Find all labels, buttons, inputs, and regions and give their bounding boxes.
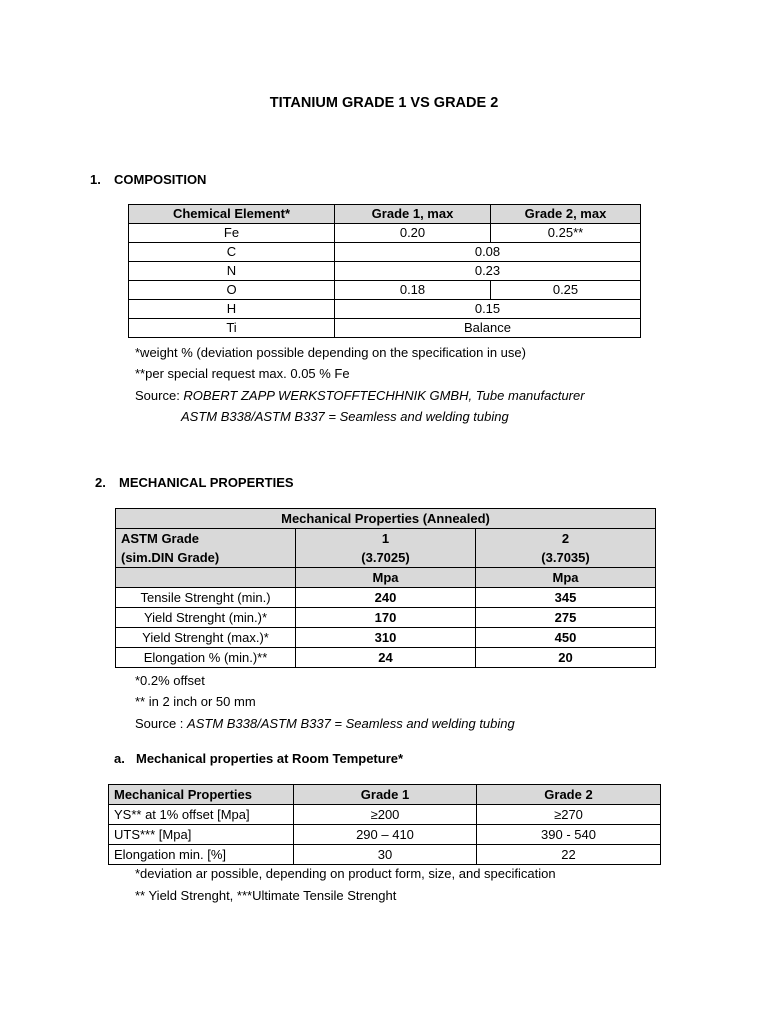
astm-grade-label: ASTM Grade bbox=[121, 531, 200, 546]
source-text: ASTM B338/ASTM B337 = Seamless and welding tubing bbox=[187, 716, 515, 731]
table-row bbox=[129, 262, 641, 281]
grade-1-value: 240 bbox=[296, 588, 476, 608]
unit-cell: Mpa bbox=[476, 568, 656, 588]
section-number: 1. bbox=[90, 172, 101, 187]
unit-cell: Mpa bbox=[296, 568, 476, 588]
element-cell: Ti bbox=[129, 319, 335, 338]
table-row bbox=[109, 845, 661, 865]
table-row bbox=[116, 588, 656, 608]
footnote-offset: *0.2% offset bbox=[135, 673, 205, 688]
section-number: 2. bbox=[95, 475, 106, 490]
unit-row bbox=[116, 568, 656, 588]
source-text: ROBERT ZAPP WERKSTOFFTECHHNIK GMBH, Tube manufacturer bbox=[183, 388, 585, 403]
element-cell: Fe bbox=[129, 224, 335, 243]
footnote-deviation: *deviation ar possible, depending on product form, size, and specification bbox=[135, 866, 556, 881]
table-row bbox=[109, 805, 661, 825]
section-title: MECHANICAL PROPERTIES bbox=[119, 475, 294, 490]
column-header: Mechanical Properties bbox=[109, 785, 294, 805]
column-header: Grade 2, max bbox=[491, 205, 641, 224]
value-cell: 0.25 bbox=[491, 281, 641, 300]
composition-table bbox=[128, 204, 641, 338]
footnote-special-request: **per special request max. 0.05 % Fe bbox=[135, 366, 350, 381]
column-header: Chemical Element* bbox=[129, 205, 335, 224]
subsection-heading-room-temperature bbox=[114, 751, 403, 766]
footnote-inch: ** in 2 inch or 50 mm bbox=[135, 694, 256, 709]
grade-2-value: 450 bbox=[476, 628, 656, 648]
table-row bbox=[116, 628, 656, 648]
grade-1-value: ≥200 bbox=[294, 805, 477, 825]
section-heading-composition bbox=[90, 172, 206, 187]
value-cell: 0.23 bbox=[335, 262, 641, 281]
table-caption-row bbox=[116, 509, 656, 529]
table-row bbox=[129, 224, 641, 243]
unit-spacer bbox=[116, 568, 296, 588]
astm-grade-header bbox=[116, 529, 296, 568]
grade-2-din: (3.7035) bbox=[541, 550, 590, 565]
subsection-letter: a. bbox=[114, 751, 125, 766]
property-label: Elongation % (min.)** bbox=[116, 648, 296, 668]
source-label: Source: bbox=[135, 388, 184, 403]
table-row bbox=[129, 300, 641, 319]
table-header-row bbox=[116, 529, 656, 568]
table-row bbox=[129, 281, 641, 300]
astm-note: ASTM B338/ASTM B337 = Seamless and welding tubing bbox=[181, 409, 509, 424]
source-note bbox=[135, 713, 515, 734]
property-label: Tensile Strenght (min.) bbox=[116, 588, 296, 608]
property-label: Yield Strenght (min.)* bbox=[116, 608, 296, 628]
column-header: Grade 1, max bbox=[335, 205, 491, 224]
footnote-weight: *weight % (deviation possible depending on the specification in use) bbox=[135, 345, 526, 360]
value-cell: 0.25** bbox=[491, 224, 641, 243]
grade-1-value: 30 bbox=[294, 845, 477, 865]
property-label: UTS*** [Mpa] bbox=[109, 825, 294, 845]
table-caption: Mechanical Properties (Annealed) bbox=[116, 509, 656, 529]
property-label: Elongation min. [%] bbox=[109, 845, 294, 865]
value-cell: 0.18 bbox=[335, 281, 491, 300]
room-temperature-table bbox=[108, 784, 661, 865]
grade-2-value: 22 bbox=[477, 845, 661, 865]
source-note bbox=[135, 385, 585, 406]
grade-2-value: ≥270 bbox=[477, 805, 661, 825]
grade-1-number: 1 bbox=[381, 531, 390, 546]
table-row bbox=[109, 825, 661, 845]
table-header-row bbox=[109, 785, 661, 805]
element-cell: H bbox=[129, 300, 335, 319]
grade-1-value: 290 – 410 bbox=[294, 825, 477, 845]
column-header: Grade 1 bbox=[294, 785, 477, 805]
property-label: Yield Strenght (max.)* bbox=[116, 628, 296, 648]
grade-2-number: 2 bbox=[561, 531, 570, 546]
mechanical-properties-table bbox=[115, 508, 656, 668]
value-cell: 0.08 bbox=[335, 243, 641, 262]
grade-1-value: 24 bbox=[296, 648, 476, 668]
grade-1-value: 170 bbox=[296, 608, 476, 628]
sim-din-label: (sim.DIN Grade) bbox=[121, 550, 220, 565]
grade-2-value: 275 bbox=[476, 608, 656, 628]
element-cell: C bbox=[129, 243, 335, 262]
table-row bbox=[116, 648, 656, 668]
grade-1-value: 310 bbox=[296, 628, 476, 648]
value-cell: 0.15 bbox=[335, 300, 641, 319]
grade-1-din: (3.7025) bbox=[361, 550, 410, 565]
grade-2-value: 390 - 540 bbox=[477, 825, 661, 845]
grade-2-header bbox=[476, 529, 656, 568]
page-title: TITANIUM GRADE 1 VS GRADE 2 bbox=[269, 95, 499, 111]
table-header-row bbox=[129, 205, 641, 224]
grade-1-header bbox=[296, 529, 476, 568]
table-row bbox=[129, 319, 641, 338]
section-title: COMPOSITION bbox=[114, 172, 207, 187]
grade-2-value: 345 bbox=[476, 588, 656, 608]
table-row bbox=[129, 243, 641, 262]
subsection-title: Mechanical properties at Room Tempeture* bbox=[136, 751, 404, 766]
footnote-yield: ** Yield Strenght, ***Ultimate Tensile Strenght bbox=[135, 888, 397, 903]
table-row bbox=[116, 608, 656, 628]
section-heading-mechanical-properties bbox=[95, 475, 294, 490]
property-label: YS** at 1% offset [Mpa] bbox=[109, 805, 294, 825]
column-header: Grade 2 bbox=[477, 785, 661, 805]
value-cell: 0.20 bbox=[335, 224, 491, 243]
grade-2-value: 20 bbox=[476, 648, 656, 668]
element-cell: O bbox=[129, 281, 335, 300]
source-label: Source : bbox=[135, 716, 188, 731]
element-cell: N bbox=[129, 262, 335, 281]
value-cell: Balance bbox=[335, 319, 641, 338]
